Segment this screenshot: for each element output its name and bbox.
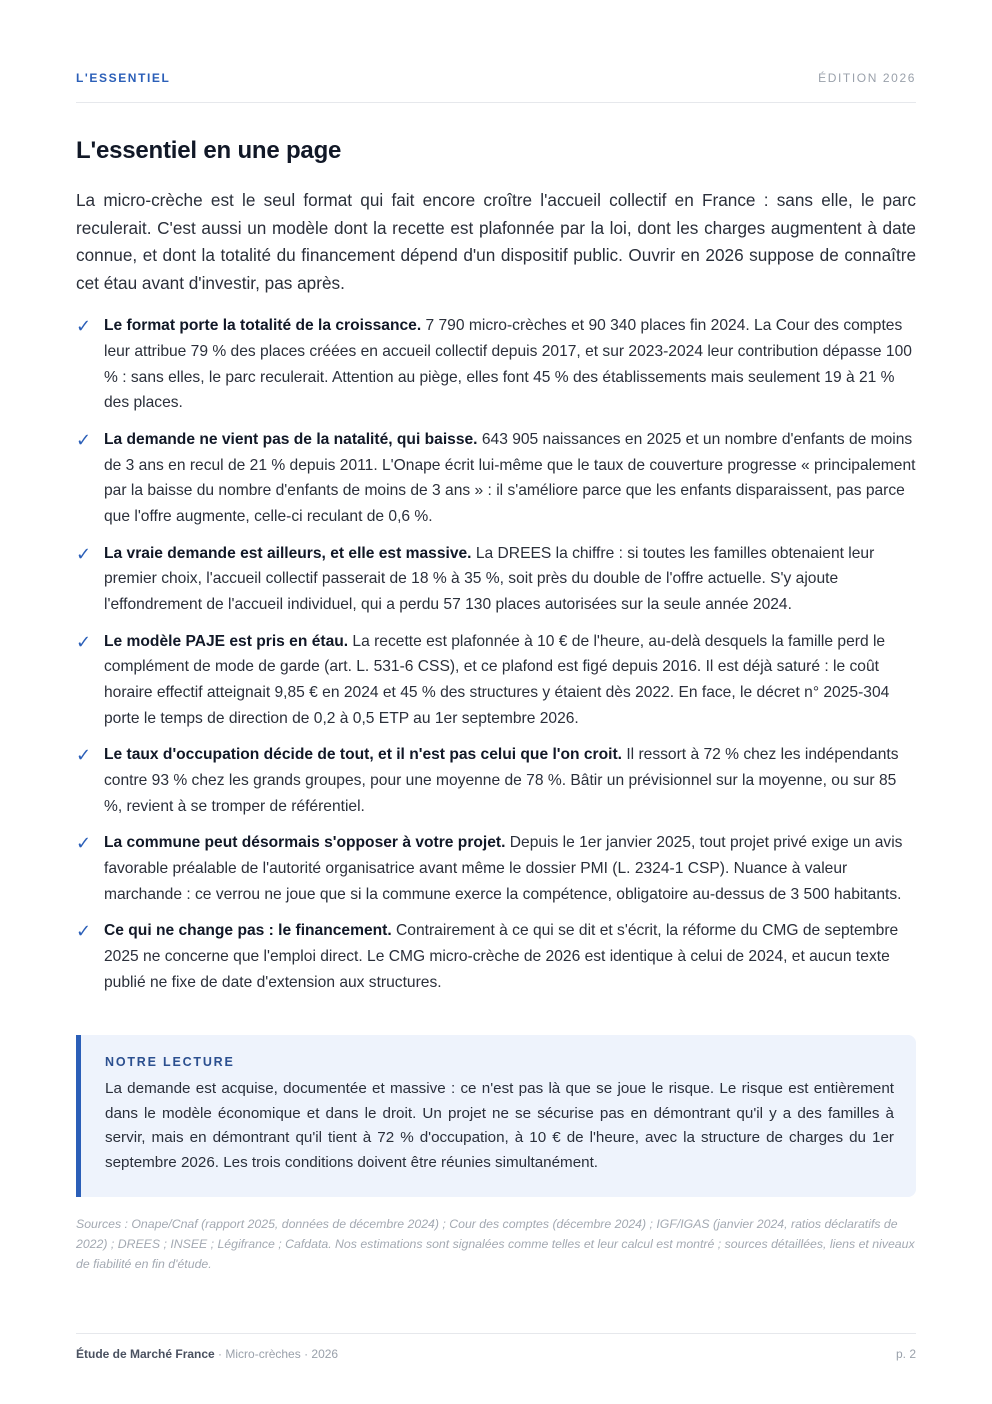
key-point-body: Il ressort à 72 % chez les indépendants contre 93 % chez les grands groupes, pour une moyenne de 78 %. Bâtir un prévisionnel sur la moyenne, ou sur 85 %, revient à se tromper de référentiel.	[104, 746, 899, 815]
key-point	[76, 313, 916, 416]
page-footer	[76, 1333, 916, 1374]
key-point	[76, 742, 916, 819]
callout-label: NOTRE LECTURE	[105, 1055, 235, 1069]
check-icon: ✓	[76, 833, 92, 854]
key-point-lead: La commune peut désormais s'opposer à votre projet.	[104, 834, 506, 852]
key-point-lead: Ce qui ne change pas : le financement.	[104, 922, 392, 940]
check-icon: ✓	[76, 316, 92, 336]
reading-callout	[76, 1035, 916, 1197]
key-point-text	[104, 629, 916, 732]
key-point-lead: Le modèle PAJE est pris en étau.	[104, 632, 349, 650]
key-point	[76, 629, 916, 732]
key-point-text	[104, 427, 916, 530]
key-point-text	[104, 541, 916, 618]
publication-title: Étude de Marché France	[76, 1347, 215, 1361]
key-point-body: 643 905 naissances en 2025 et un nombre d'enfants de moins de 3 ans en recul de 21 % depuis 2011. L'Onape écrit lui-même que le taux de couverture progresse « principalement par la baisse du nombre d'enfants de moins de 3 ans » : il s'améliore parce que les enfants disparaissent, pas parce que l'offre augmente, celle-ci reculant de 0,6 %.	[104, 430, 916, 526]
page-title: L'essentiel en une page	[76, 137, 342, 164]
key-point-body: 7 790 micro-crèches et 90 340 places fin 2024. La Cour des comptes leur attribue 79 % des places créées en accueil collectif depuis 2017, et sur 2023-2024 leur contribution dépasse 100 % : sans elles, le parc reculerait. Attention au piège, elles font 45 % des établissements mais seulement 19 à 21 % des places.	[104, 317, 912, 412]
check-icon: ✓	[76, 921, 92, 942]
key-point-lead: Le format porte la totalité de la croissance.	[104, 317, 422, 334]
key-point-lead: Le taux d'occupation décide de tout, et il n'est pas celui que l'on croit.	[104, 746, 622, 764]
footer-publication	[76, 1347, 338, 1361]
key-point-lead: La vraie demande est ailleurs, et elle est massive.	[104, 544, 472, 562]
key-point-body: La DREES la chiffre : si toutes les familles obtenaient leur premier choix, l'accueil collectif passerait de 18 % à 35 %, soit près du double de l'offre actuelle. S'y ajoute l'effondrement de l'accueil individuel, qui a perdu 57 130 places autorisées sur la seule année 2024.	[104, 544, 875, 614]
key-point-body: Contrairement à ce qui se dit et s'écrit, la réforme du CMG de septembre 2025 ne concerne que l'emploi direct. Le CMG micro-crèche de 2026 est identique à celui de 2024, et aucun texte publié ne fixe de date d'extension aux structures.	[104, 922, 899, 991]
check-icon: ✓	[76, 631, 92, 652]
edition-label: ÉDITION 2026	[818, 71, 916, 85]
callout-body: La demande est acquise, documentée et massive : ce n'est pas là que se joue le risque. Le risque est entièrement dans le modèle économique et dans le droit. Un projet ne se sécurise pas en démontrant qu'il y a des familles à servir, mais en démontrant qu'il tient à 72 % d'occupation, à 10 € de l'heure, avec la structure de charges du 1er septembre 2026. Les trois conditions doivent être réunies simultanément.	[105, 1080, 894, 1171]
document-page	[76, 0, 916, 1404]
section-label: L'ESSENTIEL	[76, 71, 171, 85]
check-icon: ✓	[76, 745, 92, 766]
key-point	[76, 427, 916, 530]
check-icon: ✓	[76, 429, 92, 450]
key-point-body: Depuis le 1er janvier 2025, tout projet privé exige un avis favorable préalable de l'autorité organisatrice avant même le dossier PMI (L. 2324-1 CSP). Nuance à valeur marchande : ce verrou ne joue que si la commune exerce la compétence, obligatoire au-dessus de 3 500 habitants.	[104, 834, 903, 903]
check-icon: ✓	[76, 543, 92, 564]
key-point-body: La recette est plafonnée à 10 € de l'heure, au-delà desquels la famille perd le complément de mode de garde (art. L. 531-6 CSS), et ce plafond est figé depuis 2016. Il est déjà saturé : le coût horaire effectif atteignait 9,85 € en 2024 et 45 % des structures y étaient dès 2022. En face, le décret n° 2025-304 porte le temps de direction de 0,2 à 0,5 ETP au 1er septembre 2026.	[104, 632, 890, 727]
key-point	[76, 830, 916, 907]
intro-paragraph: La micro-crèche est le seul format qui fait encore croître l'accueil collectif en France : sans elle, le parc reculerait. C'est aussi un modèle dont la recette est plafonnée par la loi, dont les charges augmentent à date connue, et dont la totalité du financement dépend d'un dispositif public. Ouvrir en 2026 suppose de connaître cet étau avant d'investir, pas après.	[76, 190, 916, 293]
key-points-list	[76, 313, 916, 1006]
key-point-lead: La demande ne vient pas de la natalité, qui baisse.	[104, 430, 478, 448]
running-header	[76, 70, 916, 103]
sources-note: Sources : Onape/Cnaf (rapport 2025, données de décembre 2024) ; Cour des comptes (décembre 2024) ; IGF/IGAS (janvier 2024, ratios déclaratifs de 2022) ; DREES ; INSEE ; Légifrance ; Cafdata. Nos estimations sont signalées comme telles et leur calcul est montré ; sources détaillées, liens et niveaux de fiabilité en fin d'étude.	[76, 1217, 915, 1271]
key-point	[76, 541, 916, 618]
key-point-text	[104, 742, 916, 819]
publication-subtitle: · Micro-crèches · 2026	[214, 1347, 339, 1361]
key-point-text	[104, 918, 916, 995]
key-point-text	[104, 830, 916, 907]
key-point-text	[104, 313, 916, 416]
key-point	[76, 918, 916, 995]
page-number: p. 2	[895, 1347, 916, 1361]
